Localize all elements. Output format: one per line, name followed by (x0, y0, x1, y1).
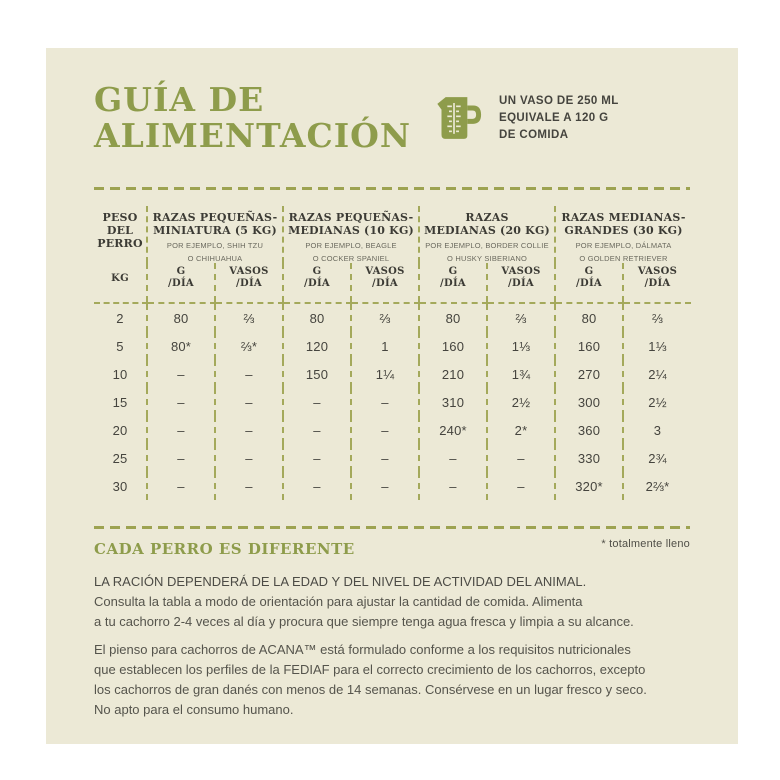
value-cell: 160 (419, 332, 487, 360)
table-row (94, 332, 691, 360)
table-row (94, 472, 691, 500)
g-per-day-header: G /DÍA (555, 263, 623, 303)
cup-note (434, 92, 690, 154)
weight-cell: 15 (112, 394, 128, 410)
value-cell: ⅔ (215, 303, 283, 332)
value-cell: – (215, 472, 283, 500)
value-cell: 80* (147, 332, 215, 360)
value-cell: – (487, 472, 555, 500)
value-cell: – (215, 388, 283, 416)
weight-cell: 30 (112, 478, 128, 494)
cup-note-text (499, 93, 619, 154)
value-cell: 270 (555, 360, 623, 388)
value-cell: – (283, 444, 351, 472)
feeding-guide-panel (46, 48, 738, 744)
weight-cell: 10 (112, 366, 128, 382)
feeding-table (94, 206, 691, 500)
cup-note-line: DE COMIDA (499, 129, 569, 141)
table-row (94, 360, 691, 388)
value-cell: ⅔ (623, 303, 691, 332)
value-cell: – (147, 416, 215, 444)
value-cell: 300 (555, 388, 623, 416)
value-cell: 150 (283, 360, 351, 388)
value-cell: – (147, 360, 215, 388)
cups-per-day-header: VASOS /DÍA (487, 263, 555, 303)
value-cell: – (283, 472, 351, 500)
divider-top (94, 187, 690, 190)
value-cell: 2½ (623, 388, 691, 416)
table-row (94, 416, 691, 444)
footnote-fully-full: * totalmente lleno (601, 538, 690, 550)
weight-cell: 2 (116, 310, 124, 326)
table-group-header-row (94, 206, 691, 263)
value-cell: – (215, 444, 283, 472)
g-per-day-header: G /DÍA (147, 263, 215, 303)
value-cell: – (419, 444, 487, 472)
value-cell: – (147, 444, 215, 472)
value-cell: 1¾ (487, 360, 555, 388)
value-cell: 80 (555, 303, 623, 332)
value-cell: 360 (555, 416, 623, 444)
cup-note-line: EQUIVALE A 120 G (499, 112, 609, 124)
value-cell: 2½ (487, 388, 555, 416)
value-cell: 2¾ (623, 444, 691, 472)
table-row (94, 388, 691, 416)
value-cell: ⅔* (215, 332, 283, 360)
group-header-medium: RAZAS MEDIANAS (20 KG) POR EJEMPLO, BORDER COLLIE O HUSKY SIBERIANO (419, 206, 555, 263)
table-subheader-row (94, 263, 691, 303)
page-title-line2: ALIMENTACIÓN (94, 116, 412, 155)
value-cell: 2⅔* (623, 472, 691, 500)
value-cell: – (487, 444, 555, 472)
value-cell: 80 (419, 303, 487, 332)
value-cell: 2* (487, 416, 555, 444)
page-title-line1: GUÍA DE (94, 80, 265, 119)
value-cell: ⅔ (351, 303, 419, 332)
weight-cell: 5 (116, 338, 124, 354)
value-cell: – (215, 416, 283, 444)
g-per-day-header: G /DÍA (283, 263, 351, 303)
value-cell: 240* (419, 416, 487, 444)
value-cell: – (351, 416, 419, 444)
weight-cell: 25 (112, 450, 128, 466)
value-cell: 1⅓ (623, 332, 691, 360)
kg-unit-header: KG (94, 263, 147, 303)
value-cell: – (283, 388, 351, 416)
cups-per-day-header: VASOS /DÍA (215, 263, 283, 303)
value-cell: – (351, 472, 419, 500)
weight-cell: 20 (112, 422, 128, 438)
value-cell: 3 (623, 416, 691, 444)
value-cell: 1¼ (351, 360, 419, 388)
cup-note-line: UN VASO DE 250 ML (499, 95, 619, 107)
weight-column-header: PESO DEL PERRO (97, 211, 143, 250)
note-row (94, 540, 690, 558)
value-cell: 1⅓ (487, 332, 555, 360)
group-header-medium-large: RAZAS MEDIANAS- GRANDES (30 KG) POR EJEMPLO, DÁLMATA O GOLDEN RETRIEVER (555, 206, 691, 263)
header (94, 82, 690, 154)
value-cell: – (283, 416, 351, 444)
section-title: CADA PERRO ES DIFERENTE (94, 540, 355, 558)
paragraph-formulation: El pienso para cachorros de ACANA™ está formulado conforme a los requisitos nutricionales que establecen los perfiles de la FEDIAF para el correcto crecimiento de los cachorros, excepto los cachorros de gran danés con menos de 14 semanas. Consérvese en un lugar fresco y seco. No apto para el consumo humano. (94, 642, 647, 717)
paragraph-ration: LA RACIÓN DEPENDERÁ DE LA EDAD Y DEL NIVEL DE ACTIVIDAD DEL ANIMAL. Consulta la tabla a modo de orientación para ajustar la cantidad de comida. Alimenta a tu cachorro 2-4 veces al día y procura que siempre tenga agua fresca y limpia a su alcance. (94, 574, 634, 629)
table-row (94, 444, 691, 472)
group-header-small-miniature: RAZAS PEQUEÑAS- MINIATURA (5 KG) POR EJEMPLO, SHIH TZU O CHIHUAHUA (147, 206, 283, 263)
value-cell: – (147, 388, 215, 416)
value-cell: 2¼ (623, 360, 691, 388)
measuring-cup-icon (434, 92, 484, 144)
value-cell: 1 (351, 332, 419, 360)
value-cell: ⅔ (487, 303, 555, 332)
value-cell: 310 (419, 388, 487, 416)
page-title (94, 82, 411, 154)
value-cell: – (351, 444, 419, 472)
cups-per-day-header: VASOS /DÍA (351, 263, 419, 303)
value-cell: 80 (147, 303, 215, 332)
value-cell: – (215, 360, 283, 388)
group-header-small-medium: RAZAS PEQUEÑAS- MEDIANAS (10 KG) POR EJEMPLO, BEAGLE O COCKER SPANIEL (283, 206, 419, 263)
value-cell: 320* (555, 472, 623, 500)
value-cell: 210 (419, 360, 487, 388)
value-cell: 160 (555, 332, 623, 360)
table-row (94, 303, 691, 332)
value-cell: 330 (555, 444, 623, 472)
value-cell: – (147, 472, 215, 500)
value-cell: 120 (283, 332, 351, 360)
g-per-day-header: G /DÍA (419, 263, 487, 303)
cups-per-day-header: VASOS /DÍA (623, 263, 691, 303)
value-cell: – (351, 388, 419, 416)
value-cell: – (419, 472, 487, 500)
divider-bottom (94, 526, 690, 529)
value-cell: 80 (283, 303, 351, 332)
